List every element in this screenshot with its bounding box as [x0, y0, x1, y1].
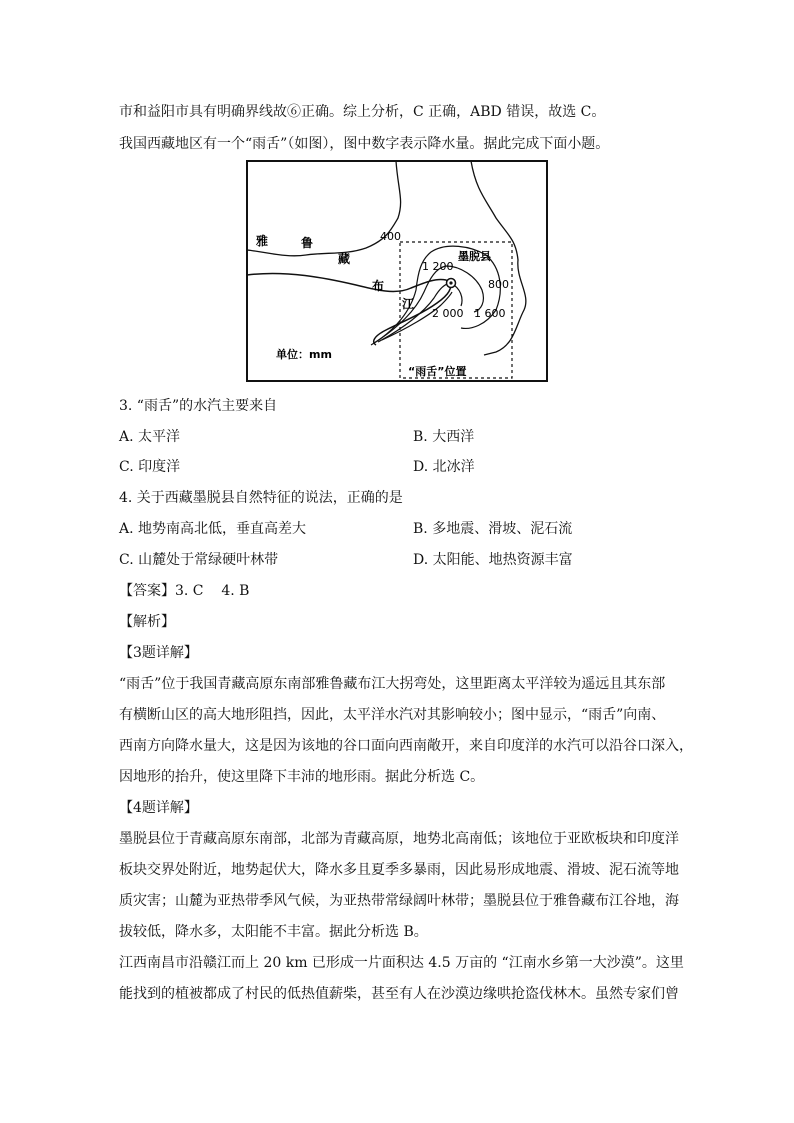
detail3-line-1: “雨舌”位于我国青藏高原东南部雅鲁藏布江大拐弯处，这里距离太平洋较为遥远且其东部 [119, 676, 666, 692]
label-2000: 2 000 [432, 307, 464, 320]
detail3-line-3: 西南方向降水量大，这是因为该地的谷口面向西南敞开，来自印度洋的水汽可以沿谷口深入， [119, 738, 693, 754]
q4-stem: 4. 关于西藏墨脱县自然特征的说法，正确的是 [119, 490, 403, 506]
label-tongue-position: “雨舌”位置 [408, 365, 467, 378]
label-400: 400 [380, 230, 401, 243]
label-lu: 鲁 [301, 236, 314, 250]
q3-option-a: A. 太平洋 [119, 429, 181, 445]
next-passage-line-2: 能找到的植被都成了村民的低热值薪柴，甚至有人在沙漠边缘哄抢盗伐林木。虽然专家们曾 [119, 986, 679, 1002]
q3-stem: 3. “雨舌”的水汽主要来自 [119, 398, 278, 414]
q3-option-c: C. 印度洋 [119, 459, 181, 475]
next-passage-line-1: 江西南昌市沿赣江而上 20 km 已形成一片面积达 4.5 万亩的 “江南水乡第一大沙漠”。这里 [119, 955, 684, 971]
detail4-line-2: 板块交界处附近，地势起伏大，降水多且夏季多暴雨，因此易形成地震、滑坡、泥石流等地 [119, 862, 679, 878]
detail4-line-1: 墨脱县位于青藏高原东南部，北部为青藏高原，地势北高南低；该地位于亚欧板块和印度洋 [119, 831, 679, 847]
label-800: 800 [488, 278, 509, 291]
rain-tongue-map-svg [246, 160, 548, 382]
label-bu: 布 [372, 279, 385, 293]
detail4-line-4: 拔较低，降水多，太阳能不丰富。据此分析选 B。 [119, 924, 428, 940]
intro-line-1: 市和益阳市具有明确界线故⑥正确。综上分析，C 正确，ABD 错误，故选 C。 [119, 104, 606, 120]
intro-line-2: 我国西藏地区有一个“雨舌”（如图），图中数字表示降水量。据此完成下面小题。 [119, 136, 610, 152]
q3-option-b: B. 大西洋 [413, 429, 475, 445]
answer-line: 【答案】3. C 4. B [119, 583, 250, 599]
rain-tongue-map [246, 160, 548, 382]
detail3-line-4: 因地形的抬升，使这里降下丰沛的地形雨。据此分析选 C。 [119, 769, 485, 785]
q4-option-a: A. 地势南高北低，垂直高差大 [119, 521, 307, 537]
label-1600: 1 600 [474, 307, 506, 320]
label-1200: 1 200 [422, 260, 454, 273]
q4-option-d: D. 太阳能、地热资源丰富 [413, 552, 573, 568]
label-zang: 藏 [338, 252, 351, 266]
q4-option-b: B. 多地震、滑坡、泥石流 [413, 521, 573, 537]
detail3-line-2: 有横断山区的高大地形阻挡，因此，太平洋水汽对其影响较小；图中显示，“雨舌”向南、 [119, 707, 666, 723]
label-county: 墨脱县 [458, 250, 491, 263]
q3-option-d: D. 北冰洋 [413, 459, 475, 475]
label-ya: 雅 [256, 234, 269, 248]
detail3-heading: 【3题详解】 [119, 645, 198, 661]
detail4-line-3: 质灾害；山麓为亚热带季风气候，为亚热带常绿阔叶林带；墨脱县位于雅鲁藏布江谷地，海 [119, 893, 679, 909]
label-unit: 单位：mm [276, 348, 332, 361]
county-marker-dot-icon [449, 281, 452, 284]
q4-option-c: C. 山麓处于常绿硬叶林带 [119, 552, 279, 568]
label-jiang: 江 [402, 297, 415, 311]
analysis-heading: 【解析】 [119, 614, 175, 630]
detail4-heading: 【4题详解】 [119, 800, 198, 816]
